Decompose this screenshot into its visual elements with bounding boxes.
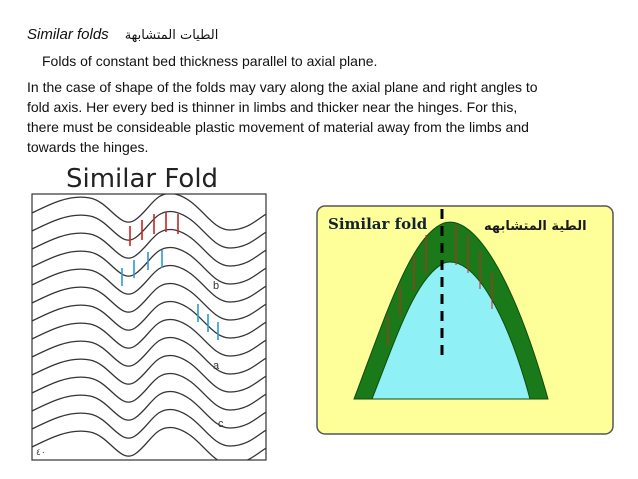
cross-section-svg	[316, 205, 614, 435]
paragraph-line: towards the hinges.	[27, 139, 149, 155]
page-number: ٤٠	[36, 448, 46, 458]
label-c: c	[218, 418, 224, 430]
page-title: Similar folds	[27, 26, 109, 43]
similar-fold-diagram	[30, 160, 280, 470]
title-row	[27, 26, 218, 43]
page-title-arabic: الطيات المتشابهة	[124, 28, 219, 43]
similar-fold-cross-section	[316, 205, 614, 435]
right-figure-title: Similar fold	[328, 215, 428, 233]
fold-lines-svg	[30, 160, 280, 470]
paragraph-line: fold axis. Her every bed is thinner in limbs and thicker near the hinges. For this,	[27, 99, 518, 115]
label-a: a	[213, 360, 220, 372]
paragraph-line: In the case of shape of the folds may vary along the axial plane and right angles to	[27, 79, 538, 95]
label-b: b	[213, 280, 220, 292]
right-figure-title-arabic: الطية المتشابهه	[484, 219, 587, 234]
left-figure-title: Similar Fold	[66, 164, 219, 194]
subtitle-text: Folds of constant bed thickness parallel to axial plane.	[42, 53, 378, 69]
description-paragraph	[27, 77, 587, 157]
paragraph-line: there must be consideable plastic movement of material away from the limbs and	[27, 119, 529, 135]
